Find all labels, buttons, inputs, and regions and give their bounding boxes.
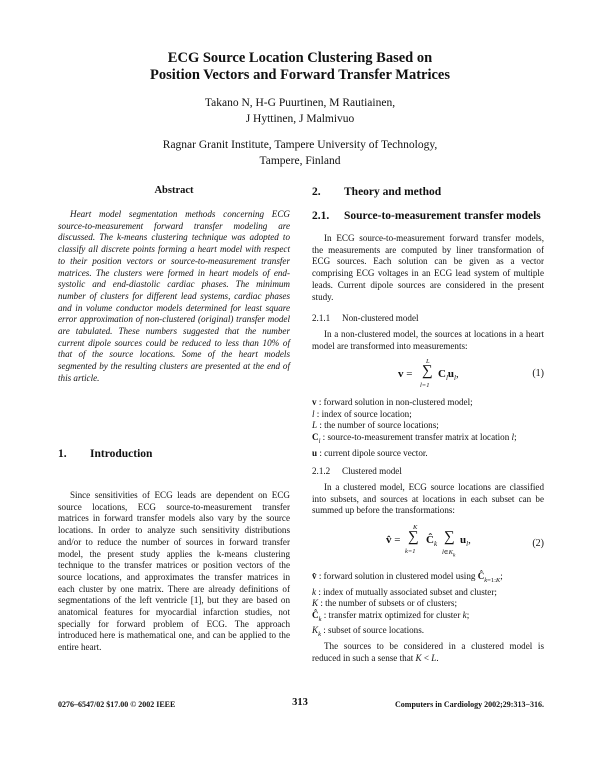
affiliation	[0, 137, 600, 169]
section-2-1-text: In ECG source-to-measurement forward transfer models, the measurements are computed by liner transformation of ECG sources. Each solution can be given as a vector comprising ECG voltages in an ECG lead system of multiple leads. Current dipole sources are considered in the present study.	[312, 233, 544, 302]
section-2-1-2-number: 2.1.2	[312, 466, 331, 476]
equation-1: v = L ∑ l=1 $C_lu_l$,	[398, 358, 459, 389]
section-2-1-2-title: Clustered model	[342, 466, 402, 476]
title-line-1: ECG Source Location Clustering Based on	[167, 50, 433, 66]
authors	[0, 95, 600, 127]
section-2-1-1-heading	[312, 313, 544, 323]
section-2-1-1-text: In a non-clustered model, the sources at locations in a heart model are transformed into measurements:	[312, 329, 544, 351]
def-u: : current dipole source vector.	[317, 447, 428, 458]
def-k: : index of mutually associated subset and cluster;	[316, 586, 497, 597]
paper-title	[0, 50, 600, 84]
footer-citation: Computers in Cardiology 2002;29:313−316.	[395, 700, 544, 709]
section-2-1-2-text: In a clustered model, ECG source locations are classified into subsets, and sources at locations in each subset can be summed up before the transformations:	[312, 482, 544, 516]
authors-line-2: J Hyttinen, J Malmivuo	[245, 113, 355, 125]
affiliation-line-2: Tampere, Finland	[259, 155, 341, 167]
closing-text: The sources to be considered in a clustered model is reduced in such a sense that	[312, 640, 544, 663]
equation-2: v̂ = K ∑ k=1 $Ĉ_k$ ∑ $l\in K_k$ $u_l$,	[386, 524, 471, 559]
def-v: : forward solution in non-clustered model;	[316, 397, 473, 407]
abstract-text: Heart model segmentation methods concerning ECG source-to-measurement forward transfer modeling are discussed. The k-means clustering technique was adopted to classify all discrete points forming a heart model with respect to their position vectors or source-to-measurement transfer matrices. The clusters were formed in heart models of end-systolic and end-diastolic cardiac phases. The minimum number of clusters for different lead systems, cardiac phases and in volume conductor models determined for least square error approximation of non-clustered (original) transfer model are tabulated. These numbers suggested that the number current dipole sources could be reduced to less than 10% of that of the source locations. Some of the heart models segmented by the resulting clusters are presented at the end of this article.	[58, 209, 290, 383]
equation-1-definitions: v : forward solution in non-clustered model; l : index of source location; L : the number of source locations; $C_l$ : source-to-measurement transfer matrix at location l; u : current dipole source vector.	[312, 397, 517, 458]
section-2-1-title: Source-to-measurement transfer models	[344, 210, 541, 222]
page-number: 313	[292, 697, 308, 708]
section-2-1-1-number: 2.1.1	[312, 313, 331, 323]
section-2-heading	[312, 186, 544, 198]
introduction-heading	[58, 448, 290, 460]
footer-copyright: 0276–6547/02 $17.00 © 2002 IEEE	[58, 700, 176, 709]
authors-line-1: Takano N, H-G Puurtinen, M Rautiainen,	[204, 97, 396, 109]
equation-2-definitions: v̂ : forward solution in clustered model using $Ĉ_{k=1:K}$; k : index of mutually associated subset and cluster; K : the number of subsets or of clusters; $Ĉ_k$ : transfer matrix optimized for cluster k; $K_k$ : subset of source locations. The sources to be considered in a clustered model is reduced in such a sense that K < L.	[312, 571, 544, 663]
introduction-title: Introduction	[90, 448, 153, 460]
equation-2-number: (2)	[532, 538, 544, 549]
section-2-1-number: 2.1.	[312, 210, 330, 222]
section-2-number: 2.	[312, 186, 321, 198]
def-l: : index of source location;	[314, 408, 412, 419]
section-2-1-heading	[312, 210, 544, 222]
def-Ck: : transfer matrix optimized for cluster	[321, 609, 463, 620]
affiliation-line-1: Ragnar Granit Institute, Tampere University of Technology,	[162, 139, 438, 151]
def-vhat: : forward solution in clustered model using	[316, 571, 478, 581]
introduction-number: 1.	[58, 448, 67, 460]
def-K: : the number of subsets or of clusters;	[318, 598, 457, 609]
title-line-2: Position Vectors and Forward Transfer Matrices	[149, 67, 451, 83]
equation-1-number: (1)	[532, 368, 544, 379]
abstract-heading: Abstract	[154, 185, 194, 196]
def-Kk: : subset of source locations.	[320, 625, 425, 636]
section-2-1-2-heading	[312, 466, 544, 476]
section-2-1-1-title: Non-clustered model	[342, 313, 419, 323]
def-L: : the number of source locations;	[317, 420, 439, 431]
section-2-title: Theory and method	[344, 186, 442, 198]
introduction-text: Since sensitivities of ECG leads are dependent on ECG source locations, ECG source-to-measurement transfer matrices in forward transfer models also vary by the source locations. In order to analyze such sensitivity distributions and/or to reduce the number of sources in forward transfer model, the present study applies the k-means clustering technique to the transfer matrices or position vectors of the source locations, and approximates the transfer matrices in each cluster by one matrix. There are already definitions of segmentations of the left ventricle [1], but they are based on anatomical features for myocardial infarction studies, not specially for forward problem of ECG. The approach introduced here is mathematical one, and can be applied to the entire heart.	[58, 490, 290, 653]
def-Cl: : source-to-measurement transfer matrix at location	[320, 432, 512, 443]
